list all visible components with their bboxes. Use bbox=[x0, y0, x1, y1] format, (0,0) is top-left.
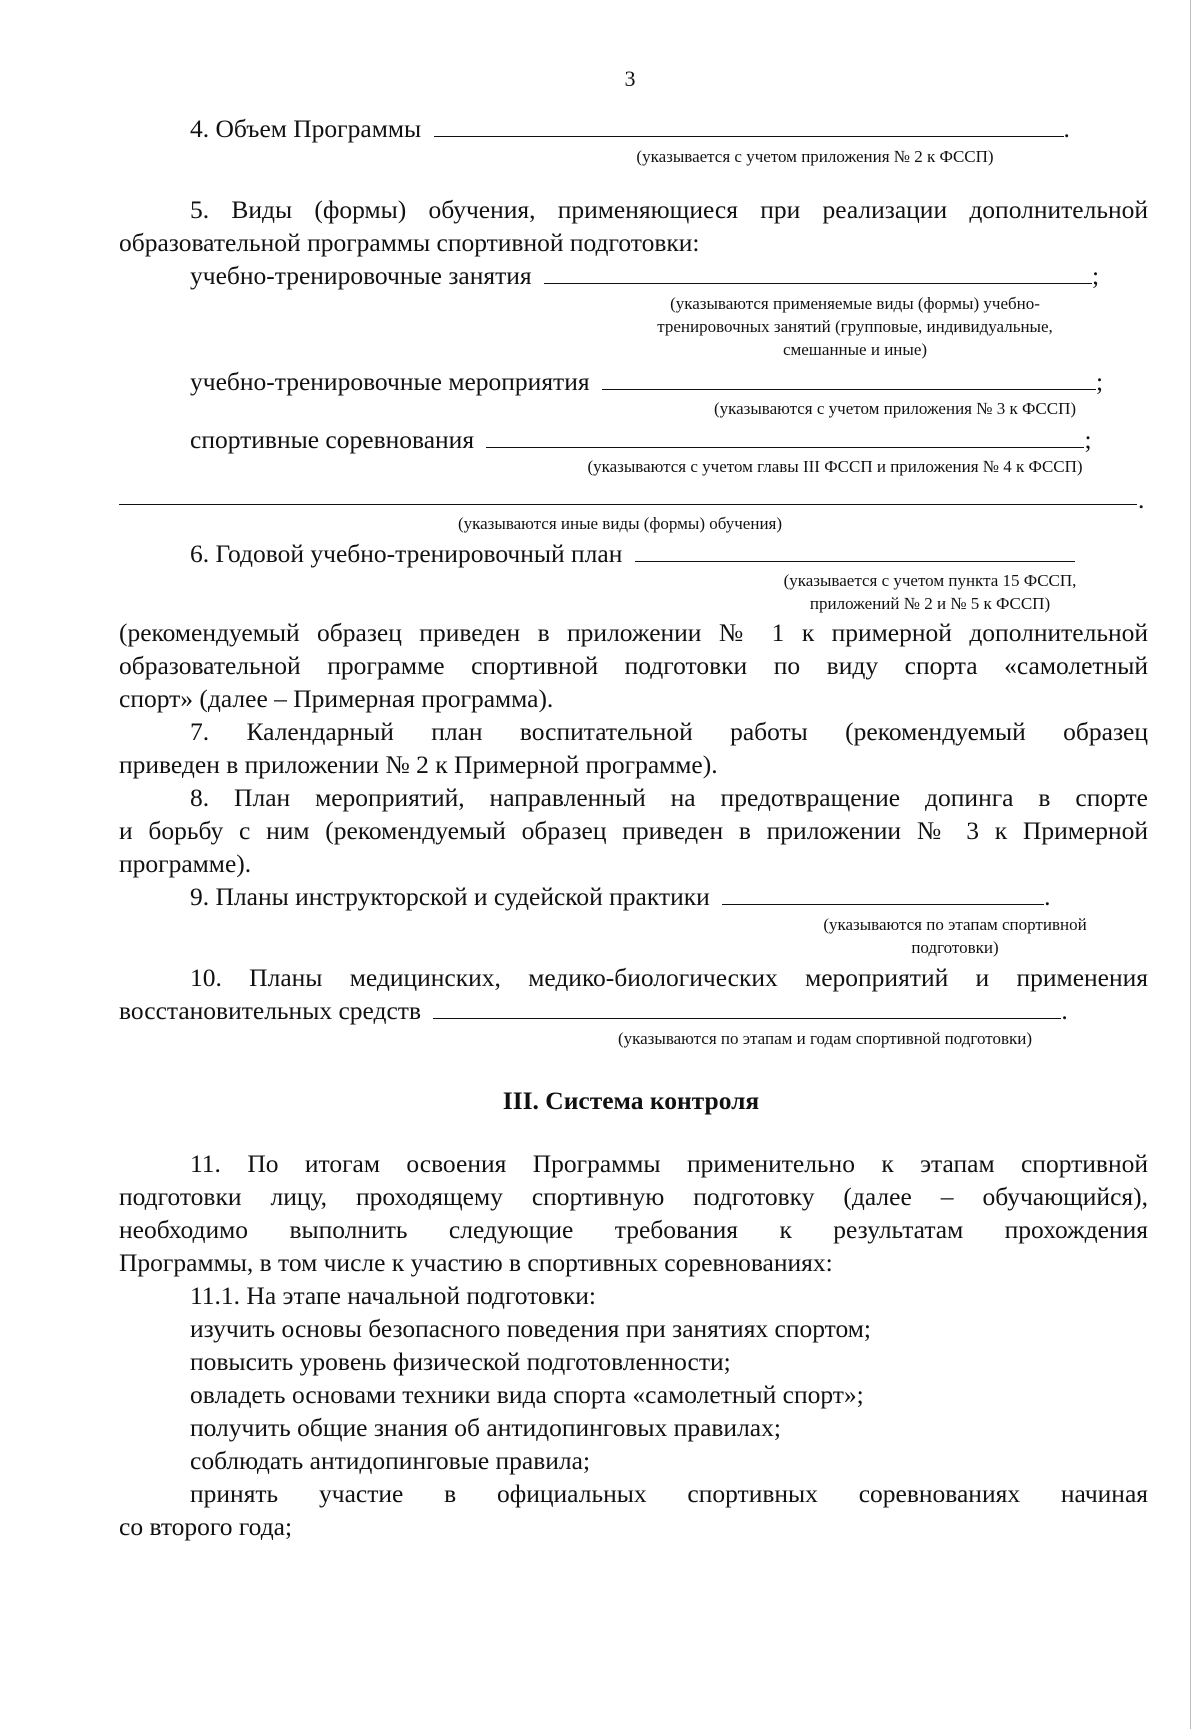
item-6 bbox=[190, 538, 1075, 571]
item-5-sub-1-end: ; bbox=[1092, 261, 1100, 290]
list-item: получить общие знания об антидопинговых правилах; bbox=[190, 1413, 781, 1442]
item-5-sub-3-end: ; bbox=[1084, 425, 1092, 454]
item-9-text: 9. Планы инструкторской и судейской практики bbox=[190, 882, 710, 911]
item-5-sub-1 bbox=[190, 260, 1099, 293]
item-6-cont-2: образовательной программе спортивной подготовки по виду спорта «самолетный bbox=[119, 651, 1148, 680]
item-10-line-2-text: восстановительных средств bbox=[119, 996, 421, 1025]
item-7-line-1: 7. Календарный план воспитательной работы (рекомендуемый образец bbox=[190, 717, 1148, 746]
item-6-text: 6. Годовой учебно-тренировочный план bbox=[190, 539, 623, 568]
item-8-line-1: 8. План мероприятий, направленный на предотвращение допинга в спорте bbox=[190, 783, 1148, 812]
other-forms-blank bbox=[119, 504, 1137, 505]
item-5-sub-1-note-1: (указываются применяемые виды (формы) учебно- bbox=[670, 294, 1040, 313]
item-5-sub-3-note: (указываются с учетом главы III ФССП и приложения № 4 к ФССП) bbox=[587, 457, 1083, 476]
item-4-blank bbox=[434, 114, 1064, 137]
list-item-last-line-2: со второго года; bbox=[119, 1512, 293, 1541]
item-10-line-2 bbox=[119, 995, 1068, 1028]
item-5-sub-2-label: учебно-тренировочные мероприятия bbox=[190, 367, 590, 396]
list-item: соблюдать антидопинговые правила; bbox=[190, 1446, 591, 1475]
item-9-note-1: (указываются по этапам спортивной bbox=[823, 915, 1087, 934]
item-11-line-4: Программы, в том числе к участию в спортивных соревнованиях: bbox=[119, 1248, 833, 1277]
item-9-note-2: подготовки) bbox=[911, 938, 999, 957]
item-8-line-3: программе). bbox=[119, 849, 252, 878]
item-8-line-2: и борьбу с ним (рекомендуемый образец приведен в приложении № 3 к Примерной bbox=[119, 816, 1148, 845]
item-6-cont-3: спорт» (далее – Примерная программа). bbox=[119, 684, 554, 713]
list-item-last-line-1: принять участие в официальных спортивных соревнованиях начиная bbox=[190, 1479, 1148, 1508]
item-5-sub-1-note-2: тренировочных занятий (групповые, индивидуальные, bbox=[657, 317, 1053, 336]
item-9-end: . bbox=[1044, 882, 1051, 911]
item-11-line-2: подготовки лицу, проходящему спортивную подготовку (далее – обучающийся), bbox=[119, 1182, 1148, 1211]
item-5-sub-3-label: спортивные соревнования bbox=[190, 425, 475, 454]
item-4-note: (указывается с учетом приложения № 2 к ФССП) bbox=[636, 147, 994, 166]
item-11-1-title: 11.1. На этапе начальной подготовки: bbox=[190, 1281, 596, 1310]
item-10-end: . bbox=[1061, 996, 1068, 1025]
item-6-note-1: (указывается с учетом пункта 15 ФССП, bbox=[783, 571, 1077, 590]
item-5-sub-2-blank bbox=[602, 367, 1096, 390]
item-5-sub-3-blank bbox=[486, 425, 1084, 448]
item-5-sub-2-note: (указываются с учетом приложения № 3 к ФССП) bbox=[713, 399, 1077, 418]
item-5-sub-3 bbox=[190, 424, 1092, 457]
item-10-note: (указываются по этапам и годам спортивной подготовки) bbox=[617, 1029, 1033, 1048]
item-4-end: . bbox=[1063, 114, 1070, 143]
item-4 bbox=[190, 113, 1070, 146]
list-item: повысить уровень физической подготовленности; bbox=[190, 1347, 731, 1376]
list-item: овладеть основами техники вида спорта «самолетный спорт»; bbox=[190, 1380, 864, 1409]
item-5-sub-1-label: учебно-тренировочные занятия bbox=[190, 261, 532, 290]
item-5-sub-2-end: ; bbox=[1095, 367, 1104, 396]
list-item: изучить основы безопасного поведения при занятиях спортом; bbox=[190, 1314, 871, 1343]
item-10-line-1: 10. Планы медицинских, медико-биологических мероприятий и применения bbox=[190, 963, 1148, 992]
page-number: 3 bbox=[624, 66, 636, 91]
item-5-line-1: 5. Виды (формы) обучения, применяющиеся при реализации дополнительной bbox=[190, 195, 1148, 224]
item-6-cont-1: (рекомендуемый образец приведен в приложении № 1 к примерной дополнительной bbox=[119, 618, 1148, 647]
item-6-note-2: приложений № 2 и № 5 к ФССП) bbox=[809, 594, 1051, 613]
item-11-line-3: необходимо выполнить следующие требования к результатам прохождения bbox=[119, 1215, 1148, 1244]
other-forms-end: . bbox=[1138, 485, 1145, 514]
item-11-line-1: 11. По итогам освоения Программы применительно к этапам спортивной bbox=[190, 1149, 1148, 1178]
item-4-text: 4. Объем Программы bbox=[190, 114, 422, 143]
item-5-line-2: образовательной программы спортивной подготовки: bbox=[119, 228, 700, 257]
item-10-blank bbox=[433, 996, 1061, 1019]
scan-edge-line bbox=[1190, 0, 1191, 1729]
item-9-blank bbox=[722, 882, 1044, 905]
item-5-sub-2 bbox=[190, 366, 1103, 399]
item-5-sub-1-note-3: смешанные и иные) bbox=[782, 340, 928, 359]
item-6-blank bbox=[635, 539, 1075, 562]
item-5-sub-1-blank bbox=[544, 261, 1092, 284]
section-3-heading: III. Система контроля bbox=[502, 1086, 760, 1115]
item-9 bbox=[190, 881, 1051, 914]
item-7-line-2: приведен в приложении № 2 к Примерной программе). bbox=[119, 750, 718, 779]
other-forms-note: (указываются иные виды (формы) обучения) bbox=[457, 514, 783, 533]
